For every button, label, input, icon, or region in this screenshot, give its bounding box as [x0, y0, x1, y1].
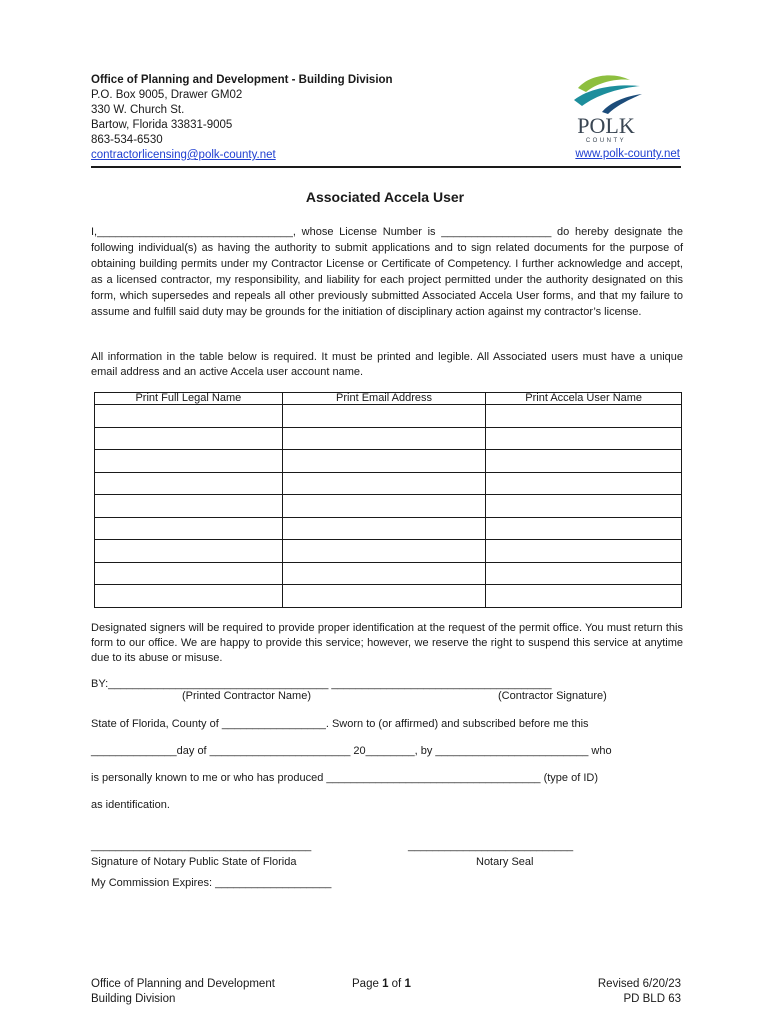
- notary-date-line: ______________day of _______________________ 20________, by _________________________ who: [91, 745, 612, 757]
- table-row: [95, 585, 682, 608]
- notary-state-line: State of Florida, County of _________________. Sworn to (or affirmed) and subscribed before me this: [91, 718, 589, 730]
- legal-name-cell[interactable]: [95, 517, 283, 540]
- legal-name-cell[interactable]: [95, 495, 283, 518]
- accela-user-cell[interactable]: [486, 450, 682, 473]
- column-header-accela-user: Print Accela User Name: [486, 393, 682, 405]
- office-name: Office of Planning and Development - Building Division: [91, 74, 393, 86]
- page-number: [352, 977, 411, 992]
- notary-identification-text: as identification.: [91, 799, 170, 811]
- notary-signature-blank: ____________________________________: [91, 840, 312, 852]
- email-cell[interactable]: [282, 585, 486, 608]
- office-address-block: [91, 73, 393, 163]
- accela-user-cell[interactable]: [486, 472, 682, 495]
- po-box: P.O. Box 9005, Drawer GM02: [91, 89, 243, 101]
- designation-paragraph: I,________________________________, whose License Number is __________________ do hereby designate the following individual(s) as having the authority to submit applications and to sign related documents for the purpose of obtaining building permits under my Contractor License or Certificate of Competency. I further acknowledge and accept, as a licensed contractor, my responsibility, and liability for each project permitted under the authority designated on this form, which supersedes and repeals all other previously submitted Associated Accela User forms, and that my failure to assume and fulfill said duty may be grounds for the initiation of disciplinary action against my contractor’s license.: [91, 226, 683, 318]
- footer-office: [91, 977, 275, 1007]
- website-link[interactable]: www.polk-county.net: [575, 148, 680, 160]
- street-address: 330 W. Church St.: [91, 104, 185, 116]
- contractor-signature-label: (Contractor Signature): [498, 690, 607, 702]
- email-cell[interactable]: [282, 427, 486, 450]
- logo-subtitle: COUNTY: [585, 138, 627, 144]
- header-divider: [91, 166, 681, 168]
- notary-seal-blank: ___________________________: [408, 840, 574, 852]
- table-header-row: [95, 393, 682, 405]
- notary-id-line: is personally known to me or who has produced ___________________________________ (type of ID): [91, 772, 598, 784]
- associated-users-table: [94, 392, 682, 608]
- logo-navy-swoosh: [602, 94, 642, 114]
- city-state-zip: Bartow, Florida 33831-9005: [91, 119, 233, 131]
- form-number: PD BLD 63: [623, 993, 681, 1005]
- polk-county-logo: [564, 72, 648, 144]
- table-instructions: All information in the table below is required. It must be printed and legible. All Associated users must have a unique email address and an active Accela user account name.: [91, 351, 683, 378]
- legal-name-cell[interactable]: [95, 472, 283, 495]
- legal-name-cell[interactable]: [95, 405, 283, 428]
- column-header-legal-name: Print Full Legal Name: [95, 393, 283, 405]
- accela-user-cell[interactable]: [486, 562, 682, 585]
- footer-revision: [598, 977, 681, 1007]
- phone-number: 863-534-6530: [91, 134, 163, 146]
- accela-user-cell[interactable]: [486, 495, 682, 518]
- email-cell[interactable]: [282, 562, 486, 585]
- logo-wordmark: POLK: [577, 113, 635, 138]
- printed-name-label: (Printed Contractor Name): [182, 690, 311, 702]
- legal-name-cell[interactable]: [95, 540, 283, 563]
- contractor-signature-line: BY:____________________________________ ____________________________________: [91, 678, 552, 690]
- column-header-email: Print Email Address: [282, 393, 486, 405]
- revision-date: Revised 6/20/23: [597, 978, 681, 990]
- table-row: [95, 427, 682, 450]
- footer-office-line1: Office of Planning and Development: [91, 978, 275, 990]
- table-row: [95, 495, 682, 518]
- legal-name-cell[interactable]: [95, 427, 283, 450]
- email-cell[interactable]: [282, 495, 486, 518]
- footer-office-line2: Building Division: [91, 993, 176, 1005]
- email-cell[interactable]: [282, 405, 486, 428]
- accela-user-cell[interactable]: [486, 427, 682, 450]
- notary-seal-label: Notary Seal: [476, 856, 534, 868]
- table-row: [95, 517, 682, 540]
- table-row: [95, 405, 682, 428]
- table-row: [95, 450, 682, 473]
- accela-user-cell[interactable]: [486, 405, 682, 428]
- accela-user-cell[interactable]: [486, 517, 682, 540]
- page-total: 1: [404, 978, 411, 990]
- email-cell[interactable]: [282, 472, 486, 495]
- legal-name-cell[interactable]: [95, 450, 283, 473]
- table-row: [95, 562, 682, 585]
- legal-name-cell[interactable]: [95, 562, 283, 585]
- email-cell[interactable]: [282, 450, 486, 473]
- page-prefix: Page: [352, 978, 383, 990]
- table-row: [95, 540, 682, 563]
- table-row: [95, 472, 682, 495]
- notary-signature-label: Signature of Notary Public State of Florida: [91, 856, 297, 868]
- identification-paragraph: Designated signers will be required to provide proper identification at the request of the permit office. You must return this form to our office. We are happy to provide this service; however, we reserve the right to suspend this service at anytime due to its abuse or misuse.: [91, 622, 683, 664]
- page-current: 1: [382, 978, 389, 990]
- email-cell[interactable]: [282, 517, 486, 540]
- commission-expires-line: My Commission Expires: ___________________: [91, 877, 332, 889]
- form-title: Associated Accela User: [305, 189, 465, 205]
- accela-user-cell[interactable]: [486, 540, 682, 563]
- accela-user-cell[interactable]: [486, 585, 682, 608]
- email-link[interactable]: contractorlicensing@polk-county.net: [91, 149, 276, 161]
- email-cell[interactable]: [282, 540, 486, 563]
- legal-name-cell[interactable]: [95, 585, 283, 608]
- page-of: of: [388, 978, 405, 990]
